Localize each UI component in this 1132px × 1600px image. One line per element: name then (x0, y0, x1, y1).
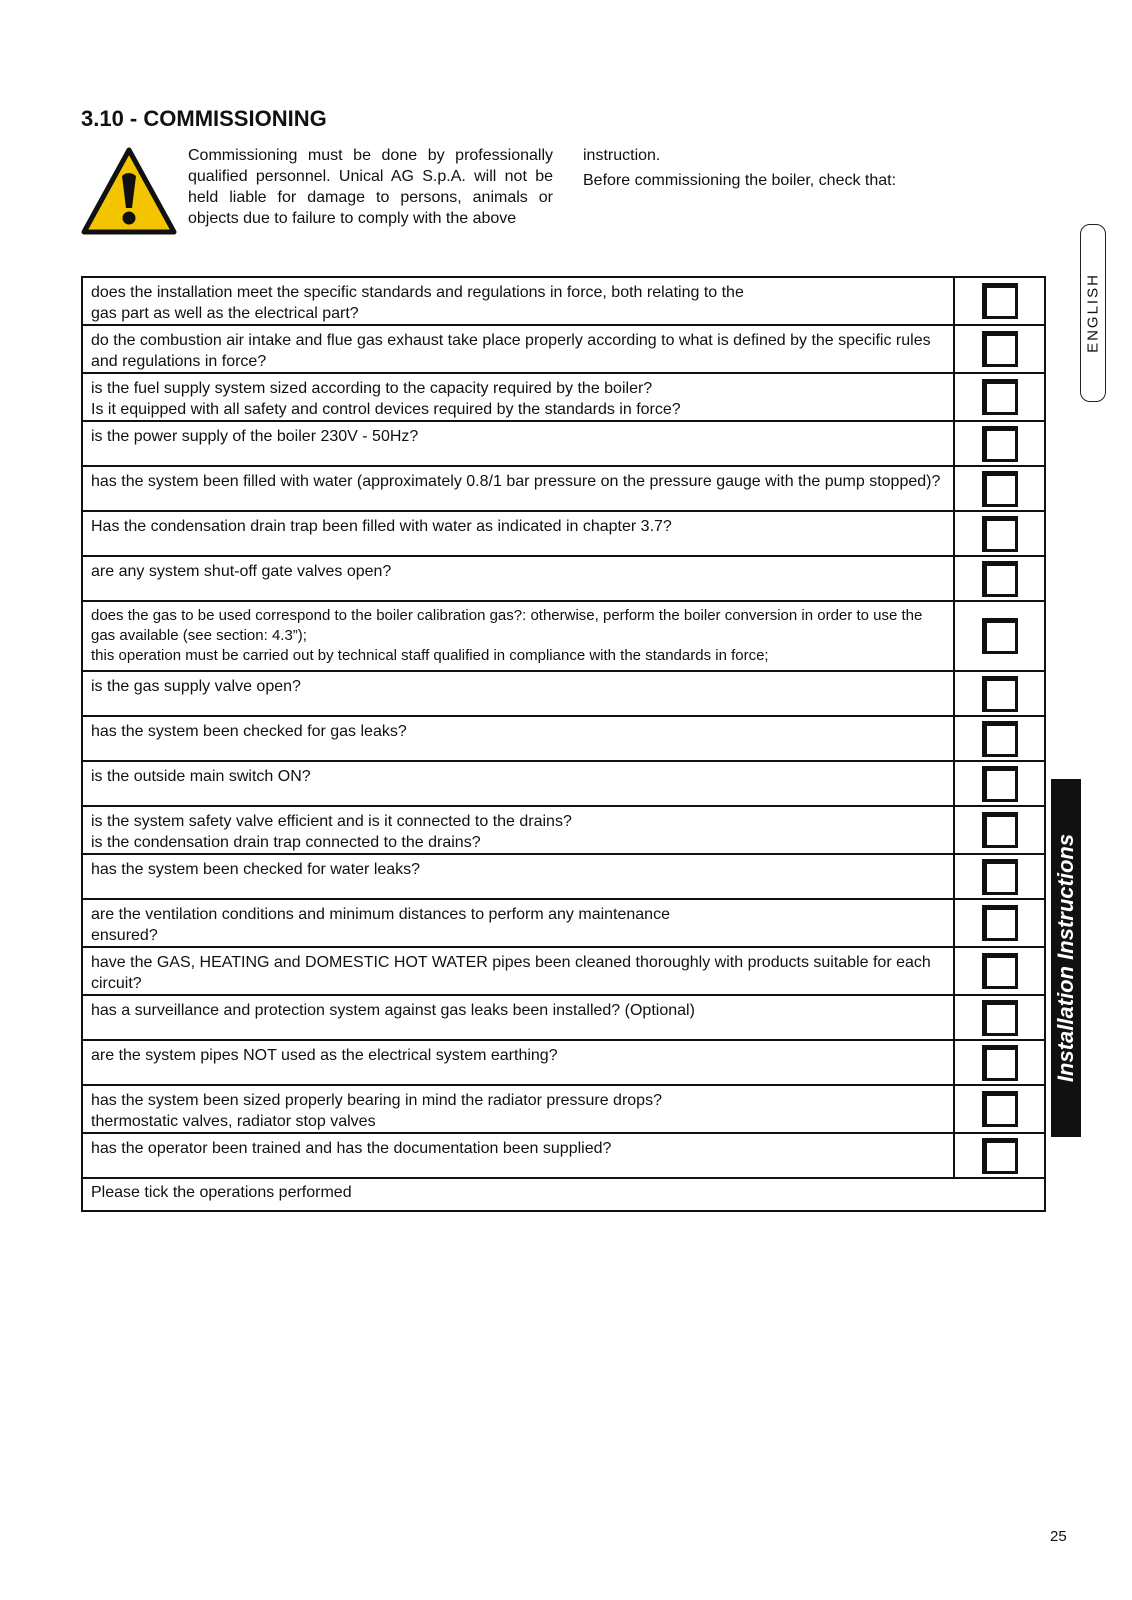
checklist-row (82, 716, 1045, 761)
checklist-row (82, 671, 1045, 716)
warning-triangle-icon (80, 146, 178, 236)
checklist-row (82, 601, 1045, 671)
intro-text-right (583, 145, 953, 195)
tick-checkbox[interactable] (982, 676, 1018, 712)
tick-checkbox[interactable] (982, 561, 1018, 597)
tick-checkbox[interactable] (982, 426, 1018, 462)
checklist-row (82, 466, 1045, 511)
question-line-1: has the system been checked for water leaks? (91, 861, 421, 878)
tick-checkbox[interactable] (982, 953, 1018, 989)
checklist-question (82, 1040, 954, 1085)
checkbox-cell (954, 716, 1045, 761)
section-label: Installation Instructions (1053, 833, 1078, 1083)
checklist-row (82, 511, 1045, 556)
checklist-question (82, 761, 954, 806)
checklist-footer-text: Please tick the operations performed (82, 1178, 1045, 1211)
question-line-1: is the fuel supply system sized according to the capacity required by the boiler? (91, 380, 653, 397)
question-line-2: thermostatic valves, radiator stop valves (91, 1113, 376, 1130)
question-line-1: has the operator been trained and has the documentation been supplied? (91, 1140, 612, 1157)
checklist-footer-row (82, 1178, 1045, 1211)
checklist-question (82, 277, 954, 325)
checkbox-cell (954, 325, 1045, 373)
question-line-1: have the GAS, HEATING and DOMESTIC HOT WATER pipes been cleaned thoroughly with products suitable for each circuit? (91, 954, 931, 992)
checkbox-cell (954, 373, 1045, 421)
checklist-row (82, 806, 1045, 854)
checklist-row (82, 1133, 1045, 1178)
intro-continuation: instruction. (583, 147, 661, 164)
question-line-2: this operation must be carried out by technical staff qualified in compliance with the standards in force; (91, 647, 769, 664)
language-label: ENGLISH (1084, 273, 1102, 353)
checkbox-cell (954, 511, 1045, 556)
page-number: 25 (1050, 1528, 1067, 1545)
checklist-question (82, 373, 954, 421)
tick-checkbox[interactable] (982, 471, 1018, 507)
question-line-1: has the system been sized properly bearing in mind the radiator pressure drops? (91, 1092, 662, 1109)
question-line-1: does the installation meet the specific standards and regulations in force, both relating to the (91, 284, 744, 301)
checklist-row (82, 1040, 1045, 1085)
intro-text-left: Commissioning must be done by professionally qualified personnel. Unical AG S.p.A. will not be held liable for damage to persons, animals or objects due to failure to comply with the above (188, 147, 553, 227)
checklist-question (82, 511, 954, 556)
question-line-1: are the ventilation conditions and minimum distances to perform any maintenance (91, 906, 670, 923)
question-line-1: does the gas to be used correspond to the boiler calibration gas?: otherwise, perform the boiler conversion in order to use the gas available (see section: 4.3”); (91, 607, 923, 644)
tick-checkbox[interactable] (982, 905, 1018, 941)
checklist-row (82, 373, 1045, 421)
question-line-1: is the outside main switch ON? (91, 768, 311, 785)
checkbox-cell (954, 421, 1045, 466)
checklist-question (82, 854, 954, 899)
checkbox-cell (954, 1133, 1045, 1178)
checkbox-cell (954, 1040, 1045, 1085)
checkbox-cell (954, 899, 1045, 947)
tick-checkbox[interactable] (982, 618, 1018, 654)
question-line-1: is the system safety valve efficient and is it connected to the drains? (91, 813, 572, 830)
checklist-question (82, 1085, 954, 1133)
question-line-1: are the system pipes NOT used as the electrical system earthing? (91, 1047, 558, 1064)
checklist-row (82, 761, 1045, 806)
checklist-question (82, 806, 954, 854)
section-tab (1051, 779, 1081, 1137)
checklist-row (82, 947, 1045, 995)
checklist-row (82, 899, 1045, 947)
checkbox-cell (954, 806, 1045, 854)
checklist-question (82, 716, 954, 761)
checklist-question (82, 421, 954, 466)
tick-checkbox[interactable] (982, 766, 1018, 802)
question-line-1: are any system shut-off gate valves open? (91, 563, 392, 580)
language-tab (1080, 224, 1106, 402)
question-line-2: ensured? (91, 927, 158, 944)
checkbox-cell (954, 556, 1045, 601)
checkbox-cell (954, 995, 1045, 1040)
checklist-question (82, 995, 954, 1040)
tick-checkbox[interactable] (982, 1091, 1018, 1127)
checklist-row (82, 995, 1045, 1040)
tick-checkbox[interactable] (982, 331, 1018, 367)
checklist-row (82, 421, 1045, 466)
question-line-1: has the system been filled with water (approximately 0.8/1 bar pressure on the pressure gauge with the pump stopped)? (91, 473, 941, 490)
tick-checkbox[interactable] (982, 516, 1018, 552)
checklist-question (82, 1133, 954, 1178)
checkbox-cell (954, 601, 1045, 671)
checklist-question (82, 899, 954, 947)
checklist-row (82, 556, 1045, 601)
question-line-2: is the condensation drain trap connected to the drains? (91, 834, 481, 851)
checkbox-cell (954, 671, 1045, 716)
checkbox-cell (954, 1085, 1045, 1133)
checkbox-cell (954, 854, 1045, 899)
question-line-2: gas part as well as the electrical part? (91, 305, 359, 322)
checklist-row (82, 854, 1045, 899)
question-line-1: Has the condensation drain trap been filled with water as indicated in chapter 3.7? (91, 518, 672, 535)
question-line-1: has the system been checked for gas leaks? (91, 723, 407, 740)
question-line-2: Is it equipped with all safety and control devices required by the standards in force? (91, 401, 681, 418)
tick-checkbox[interactable] (982, 379, 1018, 415)
tick-checkbox[interactable] (982, 812, 1018, 848)
intro-check-lead: Before commissioning the boiler, check that: (583, 172, 897, 189)
checklist-question (82, 556, 954, 601)
checklist-question (82, 466, 954, 511)
tick-checkbox[interactable] (982, 283, 1018, 319)
checklist-question (82, 671, 954, 716)
checklist-row (82, 277, 1045, 325)
question-line-1: do the combustion air intake and flue gas exhaust take place properly according to what is defined by the specific rules and regulations in force? (91, 332, 931, 370)
checkbox-cell (954, 466, 1045, 511)
tick-checkbox[interactable] (982, 1138, 1018, 1174)
checklist-question (82, 325, 954, 373)
checklist-row (82, 1085, 1045, 1133)
question-line-1: has a surveillance and protection system against gas leaks been installed? (Optional) (91, 1002, 695, 1019)
question-line-1: is the power supply of the boiler 230V - 50Hz? (91, 428, 419, 445)
section-heading: 3.10 - COMMISSIONING (81, 106, 327, 131)
checkbox-cell (954, 761, 1045, 806)
checklist-row (82, 325, 1045, 373)
checkbox-cell (954, 277, 1045, 325)
checkbox-cell (954, 947, 1045, 995)
checklist-question (82, 601, 954, 671)
tick-checkbox[interactable] (982, 721, 1018, 757)
tick-checkbox[interactable] (982, 1045, 1018, 1081)
tick-checkbox[interactable] (982, 859, 1018, 895)
tick-checkbox[interactable] (982, 1000, 1018, 1036)
commissioning-checklist (81, 276, 1046, 1212)
checklist-question (82, 947, 954, 995)
question-line-1: is the gas supply valve open? (91, 678, 301, 695)
